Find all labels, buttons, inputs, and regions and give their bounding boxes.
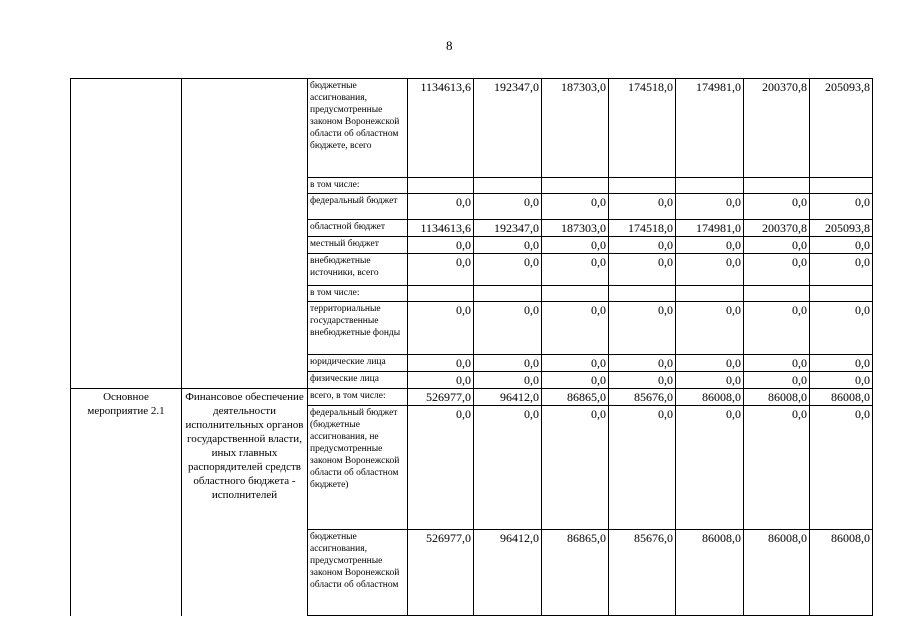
amount-cell: 0,0: [676, 302, 744, 355]
amount-cell: [542, 178, 609, 194]
amount-cell: 0,0: [542, 194, 609, 220]
amount-cell: 0,0: [474, 372, 542, 389]
funding-source-cell: бюджетные ассигнования, предусмотренные законом Воронежской области об областном бюджете, всего: [308, 79, 408, 178]
amount-cell: 86008,0: [676, 389, 744, 406]
amount-cell: 0,0: [676, 194, 744, 220]
amount-cell: [744, 286, 810, 302]
funding-source-cell: в том числе:: [308, 286, 408, 302]
amount-cell: 174981,0: [676, 79, 744, 178]
amount-cell: 0,0: [744, 406, 810, 530]
amount-cell: 0,0: [810, 355, 873, 372]
amount-cell: 0,0: [609, 302, 676, 355]
amount-cell: 0,0: [676, 254, 744, 286]
amount-cell: 0,0: [542, 237, 609, 254]
funding-source-cell: федеральный бюджет: [308, 194, 408, 220]
amount-cell: 0,0: [542, 254, 609, 286]
amount-cell: 0,0: [609, 406, 676, 530]
amount-cell: 86008,0: [744, 389, 810, 406]
amount-cell: 526977,0: [408, 389, 474, 406]
event-name-cell: Финансовое обеспечение деятельности исполнительных органов государственной власти, иных главных распорядителей средств областного бюджета - исполнителей: [182, 389, 308, 616]
amount-cell: 187303,0: [542, 220, 609, 237]
amount-cell: 174981,0: [676, 220, 744, 237]
amount-cell: 0,0: [474, 355, 542, 372]
funding-source-cell: областной бюджет: [308, 220, 408, 237]
amount-cell: 0,0: [408, 406, 474, 530]
amount-cell: [676, 178, 744, 194]
amount-cell: 205093,8: [810, 220, 873, 237]
amount-cell: [609, 286, 676, 302]
amount-cell: 526977,0: [408, 530, 474, 616]
amount-cell: 0,0: [542, 302, 609, 355]
funding-source-cell: бюджетные ассигнования, предусмотренные законом Воронежской области об областном: [308, 530, 408, 616]
amount-cell: 0,0: [474, 254, 542, 286]
amount-cell: 174518,0: [609, 220, 676, 237]
amount-cell: 0,0: [810, 302, 873, 355]
event-name-cell: [182, 79, 308, 389]
amount-cell: 174518,0: [609, 79, 676, 178]
page-number: 8: [446, 38, 453, 53]
amount-cell: 0,0: [744, 302, 810, 355]
funding-source-cell: физические лица: [308, 372, 408, 389]
funding-source-cell: всего, в том числе:: [308, 389, 408, 406]
budget-table: [70, 78, 873, 616]
amount-cell: 0,0: [810, 237, 873, 254]
amount-cell: 0,0: [676, 355, 744, 372]
amount-cell: [408, 178, 474, 194]
amount-cell: 192347,0: [474, 79, 542, 178]
amount-cell: 86008,0: [676, 530, 744, 616]
amount-cell: 0,0: [408, 355, 474, 372]
funding-source-cell: в том числе:: [308, 178, 408, 194]
amount-cell: [474, 286, 542, 302]
amount-cell: 96412,0: [474, 389, 542, 406]
table-row: [71, 79, 873, 178]
amount-cell: 205093,8: [810, 79, 873, 178]
amount-cell: 85676,0: [609, 389, 676, 406]
amount-cell: [744, 178, 810, 194]
amount-cell: 0,0: [744, 194, 810, 220]
status-cell: Основное мероприятие 2.1: [71, 389, 182, 616]
amount-cell: 86008,0: [744, 530, 810, 616]
amount-cell: 0,0: [474, 406, 542, 530]
amount-cell: 0,0: [408, 194, 474, 220]
amount-cell: 187303,0: [542, 79, 609, 178]
amount-cell: 0,0: [676, 237, 744, 254]
amount-cell: 0,0: [542, 372, 609, 389]
amount-cell: [408, 286, 474, 302]
amount-cell: [810, 286, 873, 302]
amount-cell: 86865,0: [542, 389, 609, 406]
amount-cell: 0,0: [744, 355, 810, 372]
amount-cell: 85676,0: [609, 530, 676, 616]
funding-source-cell: внебюджетные источники, всего: [308, 254, 408, 286]
amount-cell: 0,0: [408, 254, 474, 286]
amount-cell: 0,0: [676, 406, 744, 530]
amount-cell: 0,0: [810, 254, 873, 286]
amount-cell: 0,0: [609, 194, 676, 220]
amount-cell: 96412,0: [474, 530, 542, 616]
amount-cell: 0,0: [408, 372, 474, 389]
amount-cell: 0,0: [676, 372, 744, 389]
amount-cell: 0,0: [810, 406, 873, 530]
amount-cell: 0,0: [474, 194, 542, 220]
amount-cell: 0,0: [609, 355, 676, 372]
amount-cell: 86008,0: [810, 389, 873, 406]
funding-source-cell: территориальные государственные внебюджетные фонды: [308, 302, 408, 355]
amount-cell: 0,0: [474, 237, 542, 254]
amount-cell: 0,0: [744, 254, 810, 286]
amount-cell: 200370,8: [744, 220, 810, 237]
funding-source-cell: юридические лица: [308, 355, 408, 372]
amount-cell: 0,0: [408, 237, 474, 254]
amount-cell: 0,0: [810, 194, 873, 220]
amount-cell: [609, 178, 676, 194]
amount-cell: 0,0: [542, 355, 609, 372]
amount-cell: 0,0: [609, 237, 676, 254]
funding-source-cell: федеральный бюджет (бюджетные ассигнования, не предусмотренные законом Воронежской области об областном бюджете): [308, 406, 408, 530]
amount-cell: 200370,8: [744, 79, 810, 178]
amount-cell: 1134613,6: [408, 220, 474, 237]
amount-cell: 0,0: [474, 302, 542, 355]
table-body: [71, 79, 873, 616]
status-cell: [71, 79, 182, 389]
amount-cell: [810, 178, 873, 194]
funding-source-cell: местный бюджет: [308, 237, 408, 254]
amount-cell: [676, 286, 744, 302]
amount-cell: 192347,0: [474, 220, 542, 237]
table-row: [71, 389, 873, 406]
amount-cell: 0,0: [408, 302, 474, 355]
amount-cell: 0,0: [609, 254, 676, 286]
amount-cell: 0,0: [542, 406, 609, 530]
amount-cell: 86865,0: [542, 530, 609, 616]
amount-cell: 1134613,6: [408, 79, 474, 178]
amount-cell: 86008,0: [810, 530, 873, 616]
amount-cell: 0,0: [609, 372, 676, 389]
amount-cell: 0,0: [744, 372, 810, 389]
amount-cell: 0,0: [744, 237, 810, 254]
amount-cell: 0,0: [810, 372, 873, 389]
amount-cell: [542, 286, 609, 302]
amount-cell: [474, 178, 542, 194]
